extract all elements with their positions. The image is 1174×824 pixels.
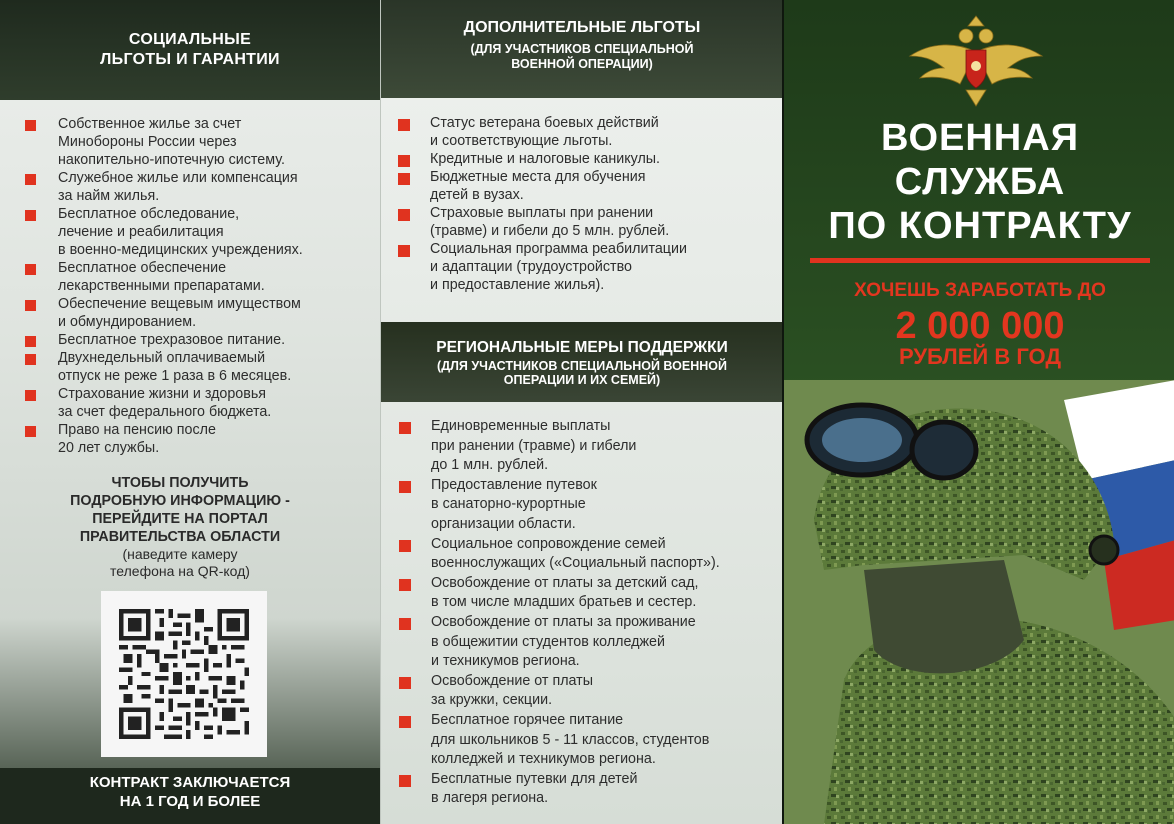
benefit-line: в лагеря региона. [431, 790, 549, 807]
benefit-line: колледжей и техникумов региона. [431, 751, 656, 768]
benefit-line: Бесплатное горячее питание [431, 711, 624, 728]
benefit-item [25, 349, 370, 385]
benefit-line: накопительно-ипотечную систему. [58, 152, 285, 168]
soldier-illustration [784, 380, 1174, 824]
bullet-square-icon [399, 618, 411, 630]
benefit-line: Страхование жизни и здоровья [58, 386, 267, 402]
benefit-line: и адаптации (трудоустройство [430, 259, 632, 275]
benefit-line: за кружки, секции. [431, 692, 553, 709]
benefit-line: Кредитные и налоговые каникулы. [430, 151, 661, 167]
benefit-item [25, 205, 370, 259]
bullet-square-icon [25, 336, 36, 347]
benefit-item [398, 204, 778, 240]
benefit-item [25, 169, 370, 205]
benefit-line: в том числе младших братьев и сестер. [431, 594, 697, 611]
benefit-line: в военно-медицинских учреждениях. [58, 242, 303, 258]
bullet-square-icon [25, 174, 36, 185]
additional-benefits-title: ДОПОЛНИТЕЛЬНЫЕ ЛЬГОТЫ [463, 19, 701, 36]
benefit-line: и техникумов региона. [431, 653, 580, 670]
headline-line: СЛУЖБА [894, 161, 1066, 203]
benefit-line: в санаторно-курортные [431, 496, 586, 513]
benefit-item [25, 421, 370, 457]
earn-text: ХОЧЕШЬ ЗАРАБОТАТЬ ДО [854, 280, 1106, 301]
info-line: ЧТОБЫ ПОЛУЧИТЬ [111, 475, 249, 491]
benefit-line: Освобождение от платы за детский сад, [431, 574, 699, 591]
benefit-line: Минобороны России через [58, 134, 237, 150]
benefit-item [398, 168, 778, 204]
benefit-line: лечение и реабилитация [58, 224, 224, 240]
right-panel [782, 0, 1174, 824]
benefit-line: для школьников 5 - 11 классов, студентов [431, 731, 710, 748]
additional-benefits-list [398, 114, 778, 294]
bullet-square-icon [399, 579, 411, 591]
info-line: ПЕРЕЙДИТЕ НА ПОРТАЛ [92, 511, 268, 527]
benefit-line: Бесплатное трехразовое питание. [58, 332, 286, 348]
bullet-square-icon [25, 210, 36, 221]
info-line: ПОДРОБНУЮ ИНФОРМАЦИЮ - [70, 493, 290, 509]
benefit-item [398, 150, 778, 168]
qr-code-graphic [119, 609, 249, 739]
benefit-line: Страховые выплаты при ранении [430, 205, 654, 221]
regional-support-header [381, 322, 782, 402]
benefit-line: детей в вузах. [430, 187, 524, 203]
left-title-line: СОЦИАЛЬНЫЕ [128, 31, 252, 48]
benefit-line: военнослужащих («Социальный паспорт»). [431, 555, 720, 572]
benefit-line: 20 лет службы. [58, 440, 160, 456]
subtitle-line: ВОЕННОЙ ОПЕРАЦИИ) [511, 57, 653, 71]
additional-benefits-subtitle [381, 42, 782, 72]
footer-line: КОНТРАКТ ЗАКЛЮЧАЕТСЯ [89, 774, 291, 791]
info-note-line: телефона на QR-код) [110, 563, 250, 579]
benefit-line: Бесплатное обследование, [58, 206, 240, 222]
qr-instructions [30, 474, 330, 580]
headline-line: ВОЕННАЯ [880, 117, 1080, 159]
bullet-square-icon [399, 677, 411, 689]
headline-line: ПО КОНТРАКТУ [828, 205, 1132, 247]
benefit-line: организации области. [431, 515, 576, 532]
benefit-item [398, 114, 778, 150]
benefit-line: Двухнедельный оплачиваемый [58, 350, 266, 366]
benefit-line: отпуск не реже 1 раза в 6 месяцев. [58, 368, 292, 384]
qr-code-icon[interactable] [101, 591, 267, 757]
benefit-item [399, 711, 779, 770]
benefit-line: при ранении (травме) и гибели [431, 437, 637, 454]
benefit-line: Освобождение от платы за проживание [431, 613, 696, 630]
benefit-line: Собственное жилье за счет [58, 116, 242, 132]
regional-support-list [399, 417, 779, 809]
benefit-line: (травме) и гибели до 5 млн. рублей. [430, 223, 670, 239]
bullet-square-icon [25, 390, 36, 401]
benefit-line: Предоставление путевок [431, 476, 597, 493]
red-divider [810, 258, 1150, 263]
benefit-line: и обмундированием. [58, 314, 197, 330]
bullet-square-icon [399, 775, 411, 787]
benefit-line: Обеспечение вещевым имуществом [58, 296, 301, 312]
benefit-line: в общежитии студентов колледжей [431, 633, 665, 650]
benefit-line: Социальное сопровождение семей [431, 535, 666, 552]
benefit-line: Право на пенсию после [58, 422, 216, 438]
benefit-item [25, 295, 370, 331]
bullet-square-icon [399, 422, 411, 434]
contract-footer [0, 768, 380, 824]
benefit-line: за найм жилья. [58, 188, 160, 204]
benefit-line: Освобождение от платы [431, 672, 593, 689]
benefit-item [399, 672, 779, 711]
per-year-text: РУБЛЕЙ В ГОД [898, 344, 1062, 369]
benefit-item [25, 259, 370, 295]
army-eagle-emblem-icon [906, 12, 1046, 107]
additional-benefits-header [381, 0, 782, 98]
bullet-square-icon [398, 155, 410, 167]
bullet-square-icon [398, 245, 410, 257]
subtitle-line: (ДЛЯ УЧАСТНИКОВ СПЕЦИАЛЬНОЙ [470, 42, 694, 56]
bullet-square-icon [398, 209, 410, 221]
benefit-item [399, 770, 779, 809]
benefit-item [399, 535, 779, 574]
regional-support-title: РЕГИОНАЛЬНЫЕ МЕРЫ ПОДДЕРЖКИ [436, 339, 728, 356]
social-benefits-list [25, 115, 370, 457]
benefit-line: Бесплатное обеспечение [58, 260, 227, 276]
left-title-line: ЛЬГОТЫ И ГАРАНТИИ [100, 51, 280, 68]
left-title [0, 30, 380, 70]
info-note-line: (наведите камеру [122, 546, 238, 562]
middle-panel [380, 0, 782, 824]
bullet-square-icon [25, 264, 36, 275]
bullet-square-icon [25, 120, 36, 131]
bullet-square-icon [398, 173, 410, 185]
left-header [0, 0, 380, 100]
benefit-line: лекарственными препаратами. [58, 278, 265, 294]
benefit-line: Единовременные выплаты [431, 418, 611, 434]
benefit-item [399, 476, 779, 535]
salary-amount: 2 000 000 [895, 305, 1065, 347]
main-headline [784, 116, 1174, 248]
info-line: ПРАВИТЕЛЬСТВА ОБЛАСТИ [79, 529, 281, 545]
bullet-square-icon [25, 354, 36, 365]
benefit-line: за счет федерального бюджета. [58, 404, 272, 420]
benefit-item [25, 331, 370, 349]
bullet-square-icon [25, 426, 36, 437]
subtitle-line: (ДЛЯ УЧАСТНИКОВ СПЕЦИАЛЬНОЙ ВОЕННОЙ [437, 359, 727, 373]
subtitle-line: ОПЕРАЦИИ И ИХ СЕМЕЙ) [503, 373, 661, 387]
benefit-item [398, 240, 778, 294]
benefit-item [399, 613, 779, 672]
regional-support-subtitle [381, 359, 782, 387]
benefit-item [399, 417, 779, 476]
benefit-item [25, 115, 370, 169]
footer-line: НА 1 ГОД И БОЛЕЕ [119, 793, 261, 810]
benefit-line: Статус ветерана боевых действий [430, 115, 659, 131]
bullet-square-icon [398, 119, 410, 131]
benefit-line: и предоставление жилья). [430, 277, 605, 293]
bullet-square-icon [399, 540, 411, 552]
bullet-square-icon [399, 716, 411, 728]
benefit-line: Бюджетные места для обучения [430, 169, 646, 185]
benefit-item [399, 574, 779, 613]
benefit-line: Бесплатные путевки для детей [431, 770, 638, 787]
benefit-item [25, 385, 370, 421]
left-panel [0, 0, 380, 824]
benefit-line: до 1 млн. рублей. [431, 457, 549, 474]
benefit-line: и соответствующие льготы. [430, 133, 613, 149]
bullet-square-icon [399, 481, 411, 493]
benefit-line: Служебное жилье или компенсация [58, 170, 298, 186]
bullet-square-icon [25, 300, 36, 311]
benefit-line: Социальная программа реабилитации [430, 241, 687, 257]
